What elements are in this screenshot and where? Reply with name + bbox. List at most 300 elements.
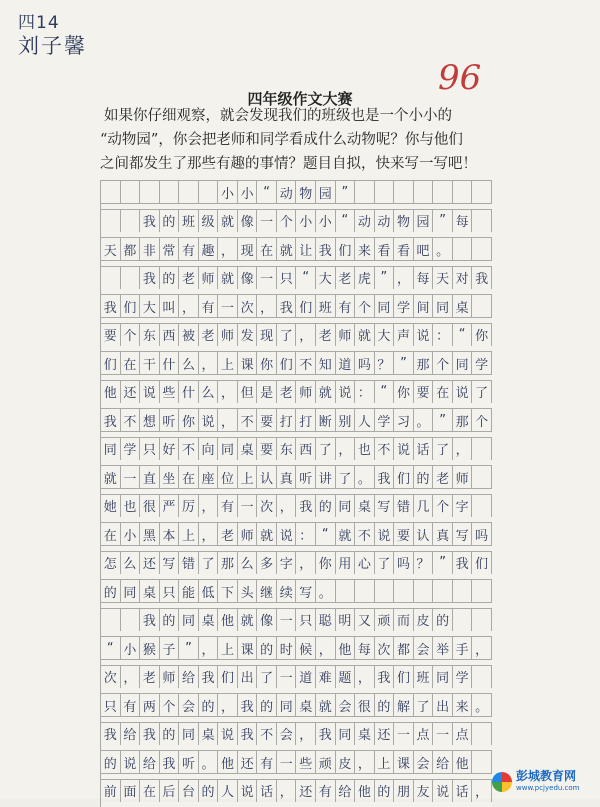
grid-cell: 座: [199, 466, 219, 489]
grid-cell: 了: [257, 666, 277, 689]
grid-cell: 大: [316, 267, 336, 290]
grid-cell: 他: [218, 751, 238, 774]
grid-cell: 我: [238, 694, 258, 717]
grid-cell: 那: [218, 552, 238, 575]
grid-cell: 写: [375, 495, 395, 518]
grid-cell: 都: [121, 238, 141, 261]
grid-cell: 同: [433, 666, 453, 689]
grid-cell: 。: [472, 694, 492, 717]
grid-cell: 个: [355, 295, 375, 318]
grid-cell: 师: [199, 267, 219, 290]
grid-cell: 么: [121, 552, 141, 575]
grid-cell: 同: [101, 438, 121, 461]
grid-cell: 次: [238, 295, 258, 318]
grid-cell: 要: [414, 381, 434, 404]
grid-cell: 还: [238, 751, 258, 774]
grid-cell: 学: [472, 352, 492, 375]
grid-cell: [355, 181, 375, 204]
grid-cell: 位: [218, 466, 238, 489]
grid-row: [100, 665, 492, 694]
grid-cell: [121, 609, 141, 632]
grid-cell: ：: [433, 324, 453, 347]
grid-cell: 小: [121, 523, 141, 546]
grid-cell: 的: [433, 609, 453, 632]
grid-cell: 些: [160, 381, 180, 404]
grid-cell: 不: [296, 352, 316, 375]
grid-cell: 叫: [160, 295, 180, 318]
grid-row: [100, 494, 492, 523]
grid-cell: 只: [140, 438, 160, 461]
grid-cell: 在: [101, 523, 121, 546]
grid-cell: 说: [394, 438, 414, 461]
grid-cell: 怎: [101, 552, 121, 575]
grid-cell: 大: [140, 295, 160, 318]
grid-cell: 要: [257, 438, 277, 461]
grid-cell: 的: [375, 694, 395, 717]
grid-cell: [472, 210, 492, 233]
grid-cell: 向: [199, 438, 219, 461]
grid-cell: 两: [140, 694, 160, 717]
grid-cell: 的: [414, 466, 434, 489]
grid-cell: 让: [296, 238, 316, 261]
grid-cell: 错: [394, 495, 414, 518]
grid-cell: 同: [336, 495, 356, 518]
grid-cell: [453, 580, 473, 603]
grid-cell: 我: [316, 238, 336, 261]
grid-cell: 说: [121, 751, 141, 774]
grid-cell: [433, 181, 453, 204]
grid-cell: 一: [218, 295, 238, 318]
grid-cell: 我: [316, 723, 336, 746]
grid-cell: [140, 181, 160, 204]
grid-cell: 次: [101, 666, 121, 689]
grid-cell: 会: [336, 694, 356, 717]
grid-cell: ，: [355, 666, 375, 689]
grid-cell: 说: [140, 381, 160, 404]
grid-cell: 间: [414, 295, 434, 318]
prompt-line: “动物园”，你会把老师和同学看成什么动物呢？你与他们: [100, 128, 520, 149]
grid-cell: 还: [296, 780, 316, 803]
grid-cell: ，: [296, 324, 316, 347]
grid-cell: 多: [257, 552, 277, 575]
grid-cell: [101, 181, 121, 204]
grid-cell: 了: [316, 438, 336, 461]
grid-cell: 们: [218, 666, 238, 689]
grid-cell: 解: [394, 694, 414, 717]
grid-cell: 直: [140, 466, 160, 489]
grid-cell: 友: [414, 780, 434, 803]
grid-cell: 了: [414, 694, 434, 717]
grid-row: [100, 779, 492, 807]
grid-cell: 物: [394, 210, 414, 233]
grid-cell: 么: [238, 552, 258, 575]
grid-cell: ：: [296, 523, 316, 546]
grid-row: [100, 294, 492, 323]
grid-cell: 的: [257, 637, 277, 660]
grid-cell: 在: [179, 466, 199, 489]
grid-cell: 真: [433, 523, 453, 546]
grid-cell: ，: [472, 637, 492, 660]
grid-cell: “: [375, 381, 395, 404]
grid-cell: ”: [433, 409, 453, 432]
grid-cell: 了: [433, 438, 453, 461]
grid-cell: 我: [277, 295, 297, 318]
grid-cell: 一: [257, 210, 277, 233]
grid-cell: “: [257, 181, 277, 204]
grid-cell: 听: [296, 466, 316, 489]
grid-cell: 个: [433, 495, 453, 518]
grid-cell: 非: [140, 238, 160, 261]
grid-cell: [199, 181, 219, 204]
grid-cell: 写: [296, 580, 316, 603]
grid-cell: ，: [277, 780, 297, 803]
grid-cell: [121, 210, 141, 233]
grid-cell: 我: [160, 751, 180, 774]
grid-cell: 一: [121, 466, 141, 489]
grid-cell: ，: [336, 438, 356, 461]
grid-cell: 趣: [199, 238, 219, 261]
grid-cell: [355, 580, 375, 603]
grid-cell: 打: [296, 409, 316, 432]
grid-cell: ？: [414, 552, 434, 575]
grid-cell: 低: [199, 580, 219, 603]
grid-cell: 而: [394, 609, 414, 632]
grid-cell: ”: [179, 637, 199, 660]
grid-cell: 东: [140, 324, 160, 347]
grid-cell: 我: [140, 267, 160, 290]
grid-cell: 桌: [199, 723, 219, 746]
grid-cell: 西: [160, 324, 180, 347]
grid-cell: 只: [296, 609, 316, 632]
grid-cell: 班: [414, 666, 434, 689]
grid-cell: 个: [472, 409, 492, 432]
watermark-name: 彭城教育网: [516, 769, 576, 783]
grid-cell: 给: [336, 780, 356, 803]
grid-cell: 上: [218, 352, 238, 375]
grid-cell: 的: [199, 694, 219, 717]
grid-cell: 不: [179, 438, 199, 461]
grid-cell: 别: [336, 409, 356, 432]
grid-cell: 老: [218, 523, 238, 546]
grid-cell: 顽: [316, 751, 336, 774]
grid-cell: 像: [238, 210, 258, 233]
grid-cell: 有: [218, 495, 238, 518]
grid-cell: 动: [355, 210, 375, 233]
grid-cell: 给: [179, 666, 199, 689]
grid-cell: ，: [316, 637, 336, 660]
grid-cell: 老: [316, 324, 336, 347]
grid-cell: 只: [160, 580, 180, 603]
prompt-line: 如果你仔细观察，就会发现我们的班级也是一个小小的: [104, 104, 524, 125]
grid-cell: 老: [433, 466, 453, 489]
grid-cell: 们: [472, 552, 492, 575]
grid-cell: ，: [296, 552, 316, 575]
grid-cell: “: [336, 210, 356, 233]
grid-cell: 小: [296, 210, 316, 233]
grid-row: [100, 750, 492, 779]
grid-cell: 老: [277, 381, 297, 404]
grid-cell: 讲: [316, 466, 336, 489]
grid-cell: [472, 238, 492, 261]
grid-cell: [472, 495, 492, 518]
grid-cell: [179, 181, 199, 204]
grid-cell: 次: [257, 495, 277, 518]
grid-cell: 对: [453, 267, 473, 290]
grid-cell: ”: [433, 552, 453, 575]
grid-cell: 说: [336, 381, 356, 404]
grid-cell: 学: [375, 409, 395, 432]
grid-row: [100, 693, 492, 722]
grid-cell: 就: [316, 381, 336, 404]
grid-cell: 上: [179, 523, 199, 546]
grid-cell: 头: [238, 580, 258, 603]
grid-cell: 桌: [355, 495, 375, 518]
grid-cell: 又: [355, 609, 375, 632]
grid-row: [100, 351, 492, 380]
grid-cell: [453, 181, 473, 204]
grid-cell: 顽: [375, 609, 395, 632]
grid-cell: 你: [257, 352, 277, 375]
grid-cell: 同: [433, 295, 453, 318]
grid-cell: 的: [101, 751, 121, 774]
grid-cell: 师: [160, 666, 180, 689]
grid-cell: 我: [101, 409, 121, 432]
grid-cell: 们: [277, 352, 297, 375]
grid-row: [100, 266, 492, 295]
grid-cell: ，: [199, 495, 219, 518]
grid-cell: 什: [179, 381, 199, 404]
grid-cell: 严: [160, 495, 180, 518]
grid-cell: 我: [140, 609, 160, 632]
grid-cell: 只: [101, 694, 121, 717]
grid-cell: 我: [199, 666, 219, 689]
grid-cell: 续: [277, 580, 297, 603]
grid-cell: [414, 181, 434, 204]
grid-cell: 能: [179, 580, 199, 603]
grid-row: [100, 608, 492, 637]
grid-cell: [394, 181, 414, 204]
grid-cell: 在: [140, 780, 160, 803]
grid-cell: 我: [101, 295, 121, 318]
grid-cell: 的: [375, 780, 395, 803]
grid-cell: [160, 181, 180, 204]
grid-cell: 不: [375, 438, 395, 461]
grid-cell: ，: [199, 352, 219, 375]
grid-cell: 有: [199, 295, 219, 318]
grid-cell: 天: [101, 238, 121, 261]
grid-cell: 他: [218, 609, 238, 632]
grid-row: [100, 408, 492, 437]
grid-cell: 写: [453, 523, 473, 546]
grid-cell: 在: [433, 381, 453, 404]
grid-cell: 们: [296, 295, 316, 318]
grid-cell: 要: [101, 324, 121, 347]
writing-grid: [100, 180, 492, 807]
grid-cell: 就: [218, 267, 238, 290]
grid-cell: 的: [316, 495, 336, 518]
grid-cell: 说: [433, 780, 453, 803]
grid-cell: 断: [316, 409, 336, 432]
grid-cell: 说: [414, 324, 434, 347]
grid-cell: 认: [257, 466, 277, 489]
grid-cell: 同: [277, 694, 297, 717]
grid-cell: 黑: [140, 523, 160, 546]
grid-cell: 小: [121, 637, 141, 660]
grid-cell: 园: [316, 181, 336, 204]
grid-cell: [472, 666, 492, 689]
grid-cell: 虎: [355, 267, 375, 290]
grid-cell: 我: [238, 723, 258, 746]
grid-cell: 小: [218, 181, 238, 204]
prompt-line: 之间都发生了那些有趣的事情？题目自拟，快来写一写吧！: [100, 152, 520, 173]
grid-cell: 了: [199, 552, 219, 575]
grid-cell: 我: [140, 723, 160, 746]
grid-cell: 同: [179, 723, 199, 746]
grid-cell: 了: [277, 324, 297, 347]
grid-cell: 同: [121, 580, 141, 603]
grid-cell: 就: [355, 324, 375, 347]
grid-cell: [472, 466, 492, 489]
grid-cell: 就: [336, 523, 356, 546]
grid-cell: 就: [257, 523, 277, 546]
grid-cell: ，: [296, 723, 316, 746]
grid-cell: 给: [121, 723, 141, 746]
grid-cell: 什: [160, 352, 180, 375]
grid-cell: 常: [160, 238, 180, 261]
grid-cell: [472, 181, 492, 204]
grid-cell: 同: [453, 352, 473, 375]
grid-cell: 继: [257, 580, 277, 603]
grid-cell: 你: [316, 552, 336, 575]
grid-cell: 猴: [140, 637, 160, 660]
grid-cell: 朋: [394, 780, 414, 803]
grid-row: [100, 380, 492, 409]
grid-cell: 同: [179, 609, 199, 632]
grid-cell: 。: [199, 751, 219, 774]
grid-cell: ，: [453, 438, 473, 461]
grid-cell: 他: [101, 381, 121, 404]
grid-cell: 聪: [316, 609, 336, 632]
grid-cell: 园: [414, 210, 434, 233]
grid-cell: “: [316, 523, 336, 546]
grid-cell: 几: [414, 495, 434, 518]
grid-cell: 课: [238, 637, 258, 660]
grid-row: [100, 465, 492, 494]
grid-cell: 我: [472, 267, 492, 290]
grid-cell: 你: [179, 409, 199, 432]
watermark-logo: [492, 771, 580, 793]
grid-cell: 上: [218, 637, 238, 660]
grid-cell: 的: [101, 580, 121, 603]
grid-row: [100, 551, 492, 580]
grid-cell: ，: [218, 409, 238, 432]
grid-cell: [453, 609, 473, 632]
contest-title: 四年级作文大赛: [0, 88, 600, 109]
grid-cell: 的: [160, 609, 180, 632]
grid-cell: 吧: [414, 238, 434, 261]
grid-cell: 桌: [355, 723, 375, 746]
grid-cell: 桌: [238, 438, 258, 461]
class-label: 四14: [18, 8, 60, 33]
grid-cell: ，: [121, 666, 141, 689]
grid-cell: 我: [140, 210, 160, 233]
grid-cell: ，: [218, 694, 238, 717]
grid-cell: 学: [121, 438, 141, 461]
grid-cell: 会: [179, 694, 199, 717]
grid-cell: 后: [160, 780, 180, 803]
grid-cell: 我: [296, 495, 316, 518]
grid-row: [100, 522, 492, 551]
grid-cell: ：: [355, 381, 375, 404]
grid-cell: 来: [453, 694, 473, 717]
grid-cell: 是: [257, 381, 277, 404]
grid-cell: 说: [238, 780, 258, 803]
grid-cell: 同: [336, 723, 356, 746]
grid-cell: 我: [101, 723, 121, 746]
grid-cell: 课: [394, 751, 414, 774]
grid-cell: 就: [218, 210, 238, 233]
grid-cell: 用: [336, 552, 356, 575]
grid-cell: 级: [199, 210, 219, 233]
grid-cell: 话: [453, 780, 473, 803]
grid-cell: 明: [336, 609, 356, 632]
grid-row: [100, 209, 492, 238]
grid-cell: 动: [277, 181, 297, 204]
grid-cell: ”: [433, 210, 453, 233]
grid-cell: 还: [121, 381, 141, 404]
grid-cell: 的: [199, 780, 219, 803]
site-logo-icon: [492, 772, 512, 792]
grid-cell: ，: [472, 780, 492, 803]
grid-cell: 出: [238, 666, 258, 689]
grid-cell: 习: [394, 409, 414, 432]
grid-cell: 同: [218, 438, 238, 461]
grid-cell: [101, 267, 121, 290]
grid-cell: 字: [453, 495, 473, 518]
grid-cell: 本: [160, 523, 180, 546]
grid-cell: 会: [414, 751, 434, 774]
grid-cell: 看: [375, 238, 395, 261]
grid-cell: ”: [375, 267, 395, 290]
grid-cell: 听: [160, 409, 180, 432]
grid-cell: 说: [218, 723, 238, 746]
grid-cell: 个: [433, 352, 453, 375]
grid-cell: 了: [336, 466, 356, 489]
grid-cell: [121, 267, 141, 290]
student-name: 刘子馨: [18, 30, 87, 60]
grid-cell: 师: [453, 466, 473, 489]
grid-cell: 每: [453, 210, 473, 233]
grid-cell: 真: [277, 466, 297, 489]
grid-cell: 们: [336, 238, 356, 261]
grid-cell: ”: [336, 181, 356, 204]
grid-cell: 在: [121, 352, 141, 375]
grid-cell: 个: [277, 210, 297, 233]
grid-cell: “: [101, 637, 121, 660]
grid-cell: 说: [199, 409, 219, 432]
grid-cell: 吗: [355, 352, 375, 375]
grid-cell: 你: [394, 381, 414, 404]
grid-cell: 吗: [394, 552, 414, 575]
grid-cell: 道: [336, 352, 356, 375]
grid-cell: 现: [238, 238, 258, 261]
grid-cell: 想: [140, 409, 160, 432]
grid-cell: 次: [375, 637, 395, 660]
grid-cell: 就: [238, 609, 258, 632]
grid-cell: 班: [179, 210, 199, 233]
grid-cell: 的: [160, 210, 180, 233]
grid-row: [100, 636, 492, 665]
